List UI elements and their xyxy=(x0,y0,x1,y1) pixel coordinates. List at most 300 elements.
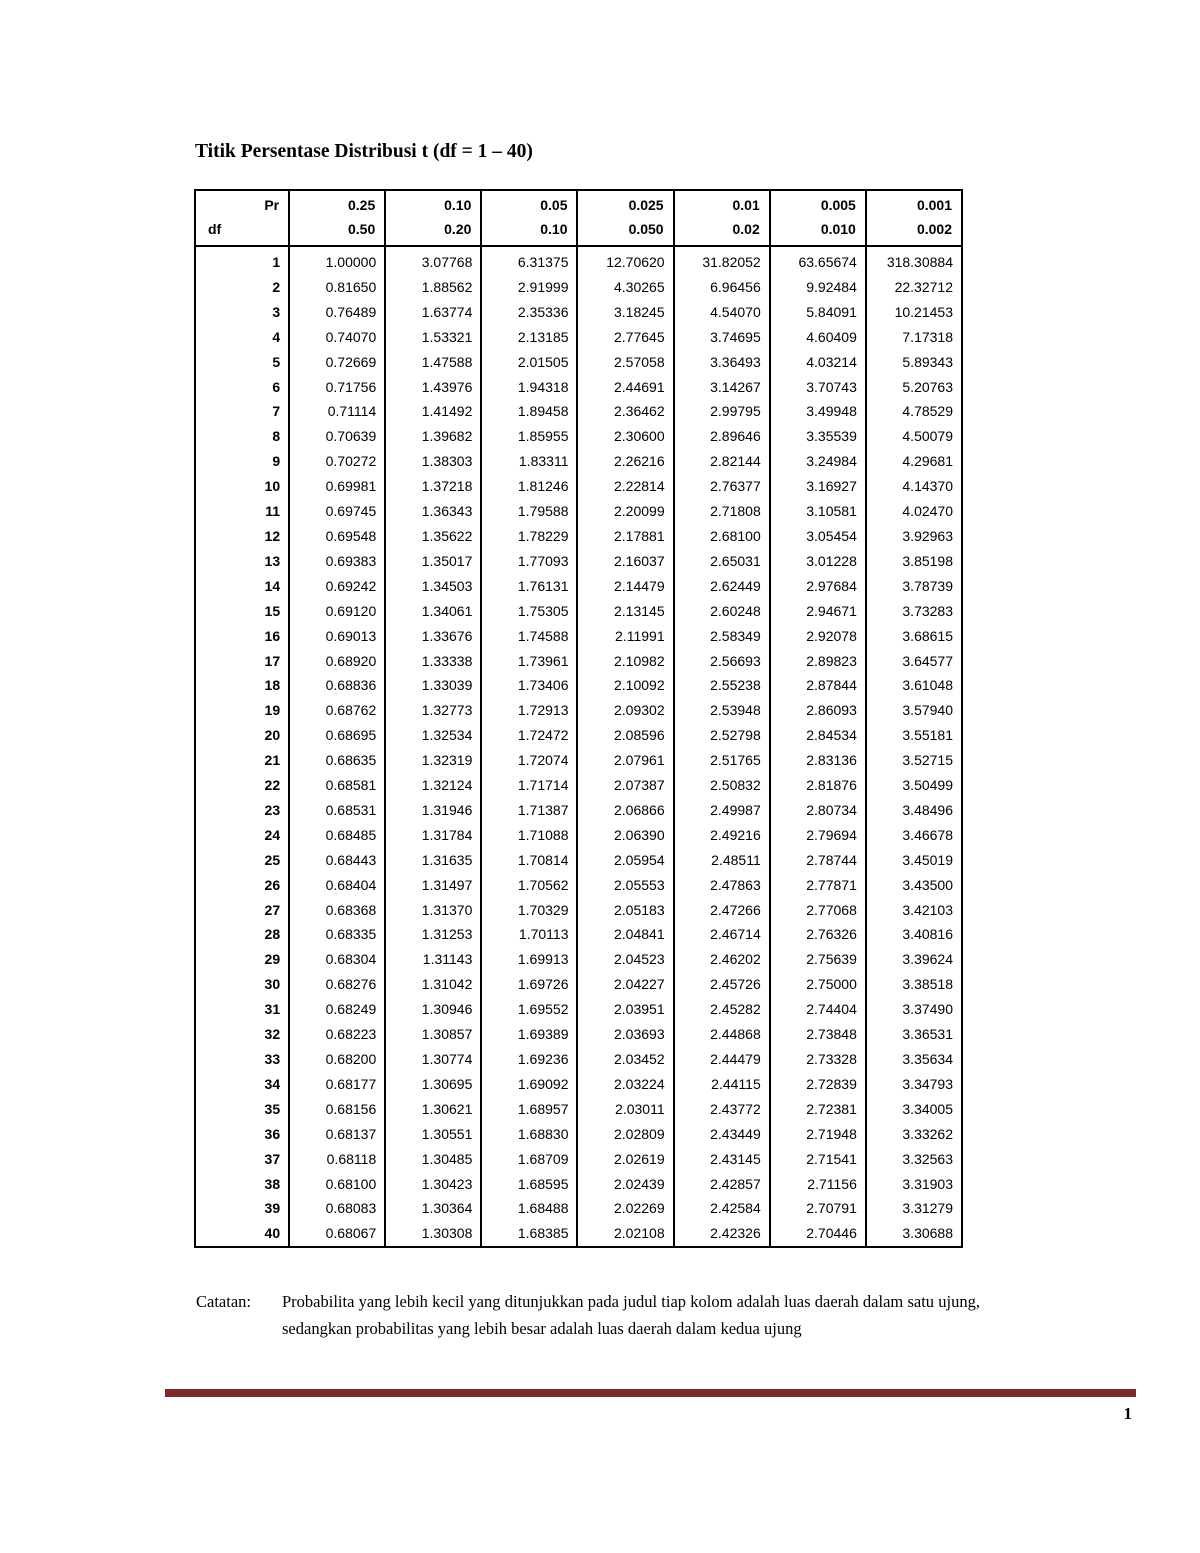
table-row xyxy=(195,424,962,449)
value-cell: 2.09302 xyxy=(577,698,673,723)
value-cell: 3.40816 xyxy=(866,922,962,947)
value-cell: 2.60248 xyxy=(674,599,770,624)
value-cell: 1.30946 xyxy=(385,997,481,1022)
table-row xyxy=(195,275,962,300)
value-cell: 2.80734 xyxy=(770,798,866,823)
value-cell: 2.08596 xyxy=(577,723,673,748)
value-cell: 1.71387 xyxy=(481,798,577,823)
value-cell: 3.01228 xyxy=(770,549,866,574)
value-cell: 2.71808 xyxy=(674,499,770,524)
df-cell: 2 xyxy=(195,275,289,300)
value-cell: 1.73961 xyxy=(481,649,577,674)
value-cell: 0.74070 xyxy=(289,325,385,350)
value-cell: 2.42857 xyxy=(674,1172,770,1197)
value-cell: 2.50832 xyxy=(674,773,770,798)
value-cell: 2.43772 xyxy=(674,1097,770,1122)
value-cell: 0.68443 xyxy=(289,848,385,873)
value-cell: 2.97684 xyxy=(770,574,866,599)
value-cell: 63.65674 xyxy=(770,246,866,275)
table-row xyxy=(195,375,962,400)
value-cell: 2.03224 xyxy=(577,1072,673,1097)
header-one-tail: 0.025 xyxy=(577,190,673,217)
df-cell: 35 xyxy=(195,1097,289,1122)
table-row xyxy=(195,947,962,972)
value-cell: 2.20099 xyxy=(577,499,673,524)
header-one-tail: 0.25 xyxy=(289,190,385,217)
value-cell: 2.53948 xyxy=(674,698,770,723)
value-cell: 2.01505 xyxy=(481,350,577,375)
value-cell: 3.52715 xyxy=(866,748,962,773)
value-cell: 3.05454 xyxy=(770,524,866,549)
value-cell: 9.92484 xyxy=(770,275,866,300)
value-cell: 0.69013 xyxy=(289,624,385,649)
df-cell: 5 xyxy=(195,350,289,375)
value-cell: 5.89343 xyxy=(866,350,962,375)
header-row-one-tail xyxy=(195,190,962,217)
value-cell: 2.04523 xyxy=(577,947,673,972)
value-cell: 2.76377 xyxy=(674,474,770,499)
value-cell: 2.70791 xyxy=(770,1196,866,1221)
value-cell: 2.30600 xyxy=(577,424,673,449)
value-cell: 0.68200 xyxy=(289,1047,385,1072)
value-cell: 3.68615 xyxy=(866,624,962,649)
footer-divider xyxy=(165,1389,1136,1397)
value-cell: 1.32534 xyxy=(385,723,481,748)
value-cell: 2.47863 xyxy=(674,873,770,898)
value-cell: 0.68249 xyxy=(289,997,385,1022)
value-cell: 2.94671 xyxy=(770,599,866,624)
value-cell: 0.68762 xyxy=(289,698,385,723)
value-cell: 4.30265 xyxy=(577,275,673,300)
value-cell: 2.68100 xyxy=(674,524,770,549)
value-cell: 3.31279 xyxy=(866,1196,962,1221)
value-cell: 3.92963 xyxy=(866,524,962,549)
value-cell: 0.71114 xyxy=(289,399,385,424)
value-cell: 1.76131 xyxy=(481,574,577,599)
value-cell: 0.68223 xyxy=(289,1022,385,1047)
value-cell: 4.29681 xyxy=(866,449,962,474)
df-cell: 8 xyxy=(195,424,289,449)
table-row xyxy=(195,1097,962,1122)
value-cell: 2.02439 xyxy=(577,1172,673,1197)
df-cell: 23 xyxy=(195,798,289,823)
value-cell: 2.77871 xyxy=(770,873,866,898)
value-cell: 1.94318 xyxy=(481,375,577,400)
value-cell: 2.71948 xyxy=(770,1122,866,1147)
df-cell: 3 xyxy=(195,300,289,325)
value-cell: 1.32124 xyxy=(385,773,481,798)
value-cell: 3.43500 xyxy=(866,873,962,898)
value-cell: 4.02470 xyxy=(866,499,962,524)
value-cell: 1.36343 xyxy=(385,499,481,524)
value-cell: 0.68137 xyxy=(289,1122,385,1147)
df-cell: 15 xyxy=(195,599,289,624)
df-cell: 19 xyxy=(195,698,289,723)
value-cell: 2.07387 xyxy=(577,773,673,798)
value-cell: 1.31497 xyxy=(385,873,481,898)
value-cell: 1.77093 xyxy=(481,549,577,574)
value-cell: 1.47588 xyxy=(385,350,481,375)
value-cell: 1.41492 xyxy=(385,399,481,424)
value-cell: 3.35539 xyxy=(770,424,866,449)
header-row-two-tail xyxy=(195,217,962,246)
value-cell: 3.34793 xyxy=(866,1072,962,1097)
value-cell: 2.02108 xyxy=(577,1221,673,1247)
value-cell: 0.68118 xyxy=(289,1147,385,1172)
value-cell: 2.42326 xyxy=(674,1221,770,1247)
value-cell: 1.37218 xyxy=(385,474,481,499)
table-row xyxy=(195,474,962,499)
value-cell: 3.35634 xyxy=(866,1047,962,1072)
header-df: df xyxy=(208,221,222,237)
value-cell: 2.82144 xyxy=(674,449,770,474)
table-row xyxy=(195,898,962,923)
value-cell: 0.72669 xyxy=(289,350,385,375)
df-cell: 11 xyxy=(195,499,289,524)
table-row xyxy=(195,1172,962,1197)
df-cell: 7 xyxy=(195,399,289,424)
value-cell: 3.73283 xyxy=(866,599,962,624)
value-cell: 1.72913 xyxy=(481,698,577,723)
header-two-tail: 0.002 xyxy=(866,217,962,246)
value-cell: 1.31635 xyxy=(385,848,481,873)
df-cell: 20 xyxy=(195,723,289,748)
df-cell: 31 xyxy=(195,997,289,1022)
value-cell: 1.31143 xyxy=(385,947,481,972)
df-cell: 34 xyxy=(195,1072,289,1097)
value-cell: 2.78744 xyxy=(770,848,866,873)
df-cell: 4 xyxy=(195,325,289,350)
table-row xyxy=(195,649,962,674)
value-cell: 0.81650 xyxy=(289,275,385,300)
value-cell: 3.78739 xyxy=(866,574,962,599)
value-cell: 1.69552 xyxy=(481,997,577,1022)
value-cell: 1.71714 xyxy=(481,773,577,798)
value-cell: 1.68488 xyxy=(481,1196,577,1221)
value-cell: 0.70272 xyxy=(289,449,385,474)
value-cell: 3.37490 xyxy=(866,997,962,1022)
value-cell: 2.77068 xyxy=(770,898,866,923)
df-cell: 6 xyxy=(195,375,289,400)
table-row xyxy=(195,1072,962,1097)
value-cell: 3.36531 xyxy=(866,1022,962,1047)
value-cell: 3.70743 xyxy=(770,375,866,400)
table-row xyxy=(195,698,962,723)
value-cell: 1.88562 xyxy=(385,275,481,300)
df-cell: 25 xyxy=(195,848,289,873)
df-cell: 9 xyxy=(195,449,289,474)
value-cell: 6.31375 xyxy=(481,246,577,275)
table-row xyxy=(195,1122,962,1147)
value-cell: 2.91999 xyxy=(481,275,577,300)
value-cell: 2.86093 xyxy=(770,698,866,723)
value-cell: 2.55238 xyxy=(674,673,770,698)
value-cell: 2.04227 xyxy=(577,972,673,997)
table-row xyxy=(195,1147,962,1172)
value-cell: 2.83136 xyxy=(770,748,866,773)
value-cell: 10.21453 xyxy=(866,300,962,325)
table-row xyxy=(195,246,962,275)
page-title: Titik Persentase Distribusi t (df = 1 – 40) xyxy=(195,141,533,162)
value-cell: 4.60409 xyxy=(770,325,866,350)
value-cell: 0.69745 xyxy=(289,499,385,524)
value-cell: 0.68368 xyxy=(289,898,385,923)
value-cell: 5.84091 xyxy=(770,300,866,325)
value-cell: 2.73328 xyxy=(770,1047,866,1072)
value-cell: 0.68404 xyxy=(289,873,385,898)
value-cell: 2.05553 xyxy=(577,873,673,898)
value-cell: 2.06866 xyxy=(577,798,673,823)
value-cell: 2.72839 xyxy=(770,1072,866,1097)
value-cell: 2.45726 xyxy=(674,972,770,997)
header-one-tail: 0.001 xyxy=(866,190,962,217)
df-cell: 29 xyxy=(195,947,289,972)
value-cell: 1.68385 xyxy=(481,1221,577,1247)
df-cell: 37 xyxy=(195,1147,289,1172)
table-body xyxy=(195,246,962,1247)
value-cell: 1.31042 xyxy=(385,972,481,997)
value-cell: 2.71541 xyxy=(770,1147,866,1172)
value-cell: 3.64577 xyxy=(866,649,962,674)
value-cell: 2.48511 xyxy=(674,848,770,873)
table-header xyxy=(195,190,962,246)
table-row xyxy=(195,449,962,474)
table-row xyxy=(195,1221,962,1247)
value-cell: 1.72472 xyxy=(481,723,577,748)
value-cell: 2.81876 xyxy=(770,773,866,798)
table-row xyxy=(195,399,962,424)
table-row xyxy=(195,325,962,350)
value-cell: 12.70620 xyxy=(577,246,673,275)
value-cell: 1.70562 xyxy=(481,873,577,898)
value-cell: 2.22814 xyxy=(577,474,673,499)
value-cell: 2.36462 xyxy=(577,399,673,424)
df-cell: 40 xyxy=(195,1221,289,1247)
value-cell: 1.35017 xyxy=(385,549,481,574)
value-cell: 2.99795 xyxy=(674,399,770,424)
value-cell: 2.43449 xyxy=(674,1122,770,1147)
value-cell: 3.14267 xyxy=(674,375,770,400)
value-cell: 2.05183 xyxy=(577,898,673,923)
note-text: Probabilita yang lebih kecil yang ditunjukkan pada judul tiap kolom adalah luas daerah dalam satu ujung, sedangkan probabilitas yang lebih besar adalah luas daerah dalam kedua ujung xyxy=(282,1292,980,1338)
value-cell: 1.31370 xyxy=(385,898,481,923)
table-row xyxy=(195,1196,962,1221)
value-cell: 1.30485 xyxy=(385,1147,481,1172)
value-cell: 0.69242 xyxy=(289,574,385,599)
value-cell: 0.68067 xyxy=(289,1221,385,1247)
df-cell: 26 xyxy=(195,873,289,898)
value-cell: 1.30695 xyxy=(385,1072,481,1097)
value-cell: 0.68276 xyxy=(289,972,385,997)
value-cell: 1.33039 xyxy=(385,673,481,698)
value-cell: 1.68709 xyxy=(481,1147,577,1172)
value-cell: 3.33262 xyxy=(866,1122,962,1147)
df-cell: 14 xyxy=(195,574,289,599)
df-cell: 21 xyxy=(195,748,289,773)
value-cell: 1.38303 xyxy=(385,449,481,474)
value-cell: 1.31946 xyxy=(385,798,481,823)
value-cell: 1.68957 xyxy=(481,1097,577,1122)
header-two-tail: 0.20 xyxy=(385,217,481,246)
value-cell: 3.48496 xyxy=(866,798,962,823)
value-cell: 1.30774 xyxy=(385,1047,481,1072)
value-cell: 0.69383 xyxy=(289,549,385,574)
value-cell: 1.30857 xyxy=(385,1022,481,1047)
value-cell: 2.13185 xyxy=(481,325,577,350)
value-cell: 2.77645 xyxy=(577,325,673,350)
table-row xyxy=(195,499,962,524)
value-cell: 0.68304 xyxy=(289,947,385,972)
value-cell: 2.14479 xyxy=(577,574,673,599)
value-cell: 1.32319 xyxy=(385,748,481,773)
value-cell: 3.39624 xyxy=(866,947,962,972)
value-cell: 2.13145 xyxy=(577,599,673,624)
value-cell: 1.75305 xyxy=(481,599,577,624)
value-cell: 0.69548 xyxy=(289,524,385,549)
value-cell: 2.02809 xyxy=(577,1122,673,1147)
value-cell: 7.17318 xyxy=(866,325,962,350)
value-cell: 2.46202 xyxy=(674,947,770,972)
value-cell: 1.33338 xyxy=(385,649,481,674)
df-cell: 38 xyxy=(195,1172,289,1197)
value-cell: 2.03452 xyxy=(577,1047,673,1072)
header-one-tail: 0.10 xyxy=(385,190,481,217)
table-row xyxy=(195,997,962,1022)
value-cell: 1.30621 xyxy=(385,1097,481,1122)
value-cell: 2.06390 xyxy=(577,823,673,848)
value-cell: 3.46678 xyxy=(866,823,962,848)
value-cell: 2.05954 xyxy=(577,848,673,873)
value-cell: 1.39682 xyxy=(385,424,481,449)
value-cell: 1.30551 xyxy=(385,1122,481,1147)
value-cell: 2.89823 xyxy=(770,649,866,674)
df-cell: 1 xyxy=(195,246,289,275)
value-cell: 1.73406 xyxy=(481,673,577,698)
header-two-tail: 0.02 xyxy=(674,217,770,246)
value-cell: 2.75639 xyxy=(770,947,866,972)
value-cell: 2.16037 xyxy=(577,549,673,574)
value-cell: 2.49987 xyxy=(674,798,770,823)
header-one-tail: 0.01 xyxy=(674,190,770,217)
df-cell: 27 xyxy=(195,898,289,923)
value-cell: 3.49948 xyxy=(770,399,866,424)
value-cell: 1.63774 xyxy=(385,300,481,325)
value-cell: 2.57058 xyxy=(577,350,673,375)
value-cell: 0.71756 xyxy=(289,375,385,400)
value-cell: 2.35336 xyxy=(481,300,577,325)
value-cell: 0.68581 xyxy=(289,773,385,798)
value-cell: 2.26216 xyxy=(577,449,673,474)
value-cell: 1.69092 xyxy=(481,1072,577,1097)
value-cell: 0.68335 xyxy=(289,922,385,947)
value-cell: 6.96456 xyxy=(674,275,770,300)
value-cell: 3.55181 xyxy=(866,723,962,748)
table-row xyxy=(195,798,962,823)
value-cell: 1.53321 xyxy=(385,325,481,350)
df-cell: 24 xyxy=(195,823,289,848)
value-cell: 2.51765 xyxy=(674,748,770,773)
table-row xyxy=(195,673,962,698)
value-cell: 1.31784 xyxy=(385,823,481,848)
table-row xyxy=(195,1022,962,1047)
value-cell: 2.92078 xyxy=(770,624,866,649)
df-cell: 30 xyxy=(195,972,289,997)
value-cell: 1.34503 xyxy=(385,574,481,599)
value-cell: 2.45282 xyxy=(674,997,770,1022)
value-cell: 2.42584 xyxy=(674,1196,770,1221)
value-cell: 2.49216 xyxy=(674,823,770,848)
table-row xyxy=(195,748,962,773)
value-cell: 2.70446 xyxy=(770,1221,866,1247)
value-cell: 1.33676 xyxy=(385,624,481,649)
value-cell: 3.42103 xyxy=(866,898,962,923)
value-cell: 1.69236 xyxy=(481,1047,577,1072)
value-cell: 2.79694 xyxy=(770,823,866,848)
value-cell: 31.82052 xyxy=(674,246,770,275)
value-cell: 1.34061 xyxy=(385,599,481,624)
value-cell: 2.11991 xyxy=(577,624,673,649)
value-cell: 3.38518 xyxy=(866,972,962,997)
value-cell: 2.44115 xyxy=(674,1072,770,1097)
value-cell: 2.65031 xyxy=(674,549,770,574)
value-cell: 1.70113 xyxy=(481,922,577,947)
value-cell: 3.07768 xyxy=(385,246,481,275)
value-cell: 2.74404 xyxy=(770,997,866,1022)
value-cell: 3.45019 xyxy=(866,848,962,873)
header-two-tail: 0.010 xyxy=(770,217,866,246)
value-cell: 2.72381 xyxy=(770,1097,866,1122)
df-cell: 39 xyxy=(195,1196,289,1221)
value-cell: 3.61048 xyxy=(866,673,962,698)
table-row xyxy=(195,549,962,574)
value-cell: 5.20763 xyxy=(866,375,962,400)
note-label: Catatan: xyxy=(196,1292,251,1311)
value-cell: 1.83311 xyxy=(481,449,577,474)
value-cell: 1.70814 xyxy=(481,848,577,873)
value-cell: 3.24984 xyxy=(770,449,866,474)
value-cell: 2.89646 xyxy=(674,424,770,449)
value-cell: 3.36493 xyxy=(674,350,770,375)
value-cell: 1.30308 xyxy=(385,1221,481,1247)
value-cell: 2.76326 xyxy=(770,922,866,947)
df-cell: 10 xyxy=(195,474,289,499)
value-cell: 2.62449 xyxy=(674,574,770,599)
df-cell: 13 xyxy=(195,549,289,574)
table-row xyxy=(195,823,962,848)
value-cell: 2.10982 xyxy=(577,649,673,674)
value-cell: 1.89458 xyxy=(481,399,577,424)
value-cell: 2.52798 xyxy=(674,723,770,748)
value-cell: 3.57940 xyxy=(866,698,962,723)
df-cell: 33 xyxy=(195,1047,289,1072)
header-two-tail: 0.50 xyxy=(289,217,385,246)
value-cell: 1.35622 xyxy=(385,524,481,549)
value-cell: 2.84534 xyxy=(770,723,866,748)
value-cell: 0.68920 xyxy=(289,649,385,674)
header-one-tail: 0.05 xyxy=(481,190,577,217)
value-cell: 2.02619 xyxy=(577,1147,673,1172)
value-cell: 2.87844 xyxy=(770,673,866,698)
value-cell: 2.03693 xyxy=(577,1022,673,1047)
value-cell: 2.47266 xyxy=(674,898,770,923)
value-cell: 1.30423 xyxy=(385,1172,481,1197)
value-cell: 1.31253 xyxy=(385,922,481,947)
value-cell: 2.44691 xyxy=(577,375,673,400)
table-row xyxy=(195,574,962,599)
value-cell: 3.34005 xyxy=(866,1097,962,1122)
table-row xyxy=(195,524,962,549)
value-cell: 1.74588 xyxy=(481,624,577,649)
